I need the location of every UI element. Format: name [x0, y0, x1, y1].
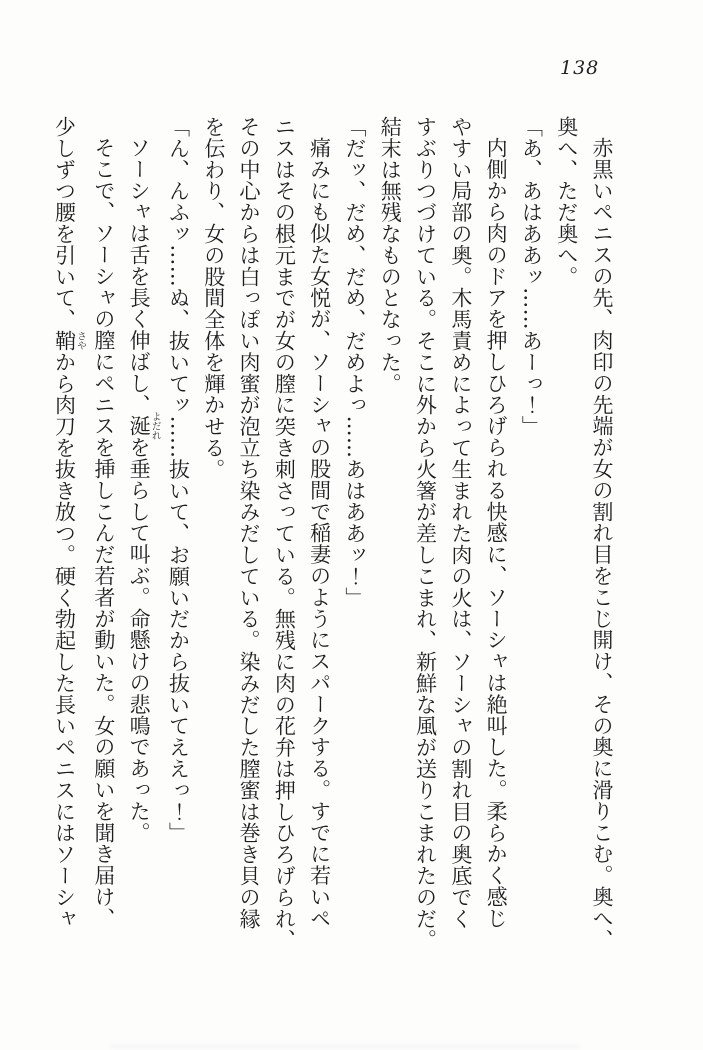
text-line: 「あ、あはああッ……あーっ！」: [519, 116, 544, 437]
ruby-annotation: 涎よだれ: [127, 411, 161, 441]
text-line: 「だッ、だめ、だめ、だめよっ……あはああッ！」: [342, 116, 367, 609]
text-line: ソーシャは舌を長く伸ばし、涎よだれを垂らして叫ぶ。命懸けの悲鳴であった。: [127, 137, 161, 844]
text-line: やすい局部の奥。木馬責めによって生まれた肉の火は、ソーシャの割れ目の奥底でく: [448, 116, 473, 930]
ruby-annotation: 鞘さや: [52, 330, 87, 352]
text-line: 結末は無残なものとなった。: [378, 116, 403, 395]
text-line: 奥へ、ただ奥へ。: [554, 116, 579, 288]
text-line: を伝わり、女の股間全体を輝かせる。: [201, 116, 226, 480]
text-line: その中心からは白っぽい肉蜜が泡立ち染みだしている。染みだした膣蜜は巻き貝の縁: [237, 116, 262, 930]
page-number: 138: [560, 57, 600, 79]
text-line: 痛みにも似た女悦が、ソーシャの股間で稲妻のようにスパークする。すでに若いペ: [307, 137, 332, 929]
text-line: すぶりつづけている。そこに外から火箸が差しこまれ、新鮮な風が送りこまれたのだ。: [413, 116, 438, 951]
text-line: ニスはその根元までが女の膣に突き刺さっている。無残に肉の花弁は押しひろげられ、: [272, 116, 297, 951]
text-line: 赤黒いペニスの先、肉印の先端が女の割れ目をこじ開け、その奥に滑りこむ。奥へ、: [590, 137, 614, 951]
text-line: 少しずつ腰を引いて、鞘さやから肉刀を抜き放つ。硬く勃起した長いペニスにはソーシャ: [52, 116, 87, 930]
text-line: 内側から肉のドアを押しひろげられる快感に、ソーシャは絶叫した。柔らかく感じ: [484, 137, 509, 929]
text-line: 「ん、んふッ……ぬ、抜いてッ……抜いて、お願いだから抜いてええっ！」: [166, 116, 191, 844]
text-line: そこで、ソーシャの膣にペニスを挿しこんだ若者が動いた。女の願いを聞き届け、: [91, 137, 116, 929]
text-block: [51, 116, 619, 974]
scan-artifact: [110, 1044, 580, 1049]
